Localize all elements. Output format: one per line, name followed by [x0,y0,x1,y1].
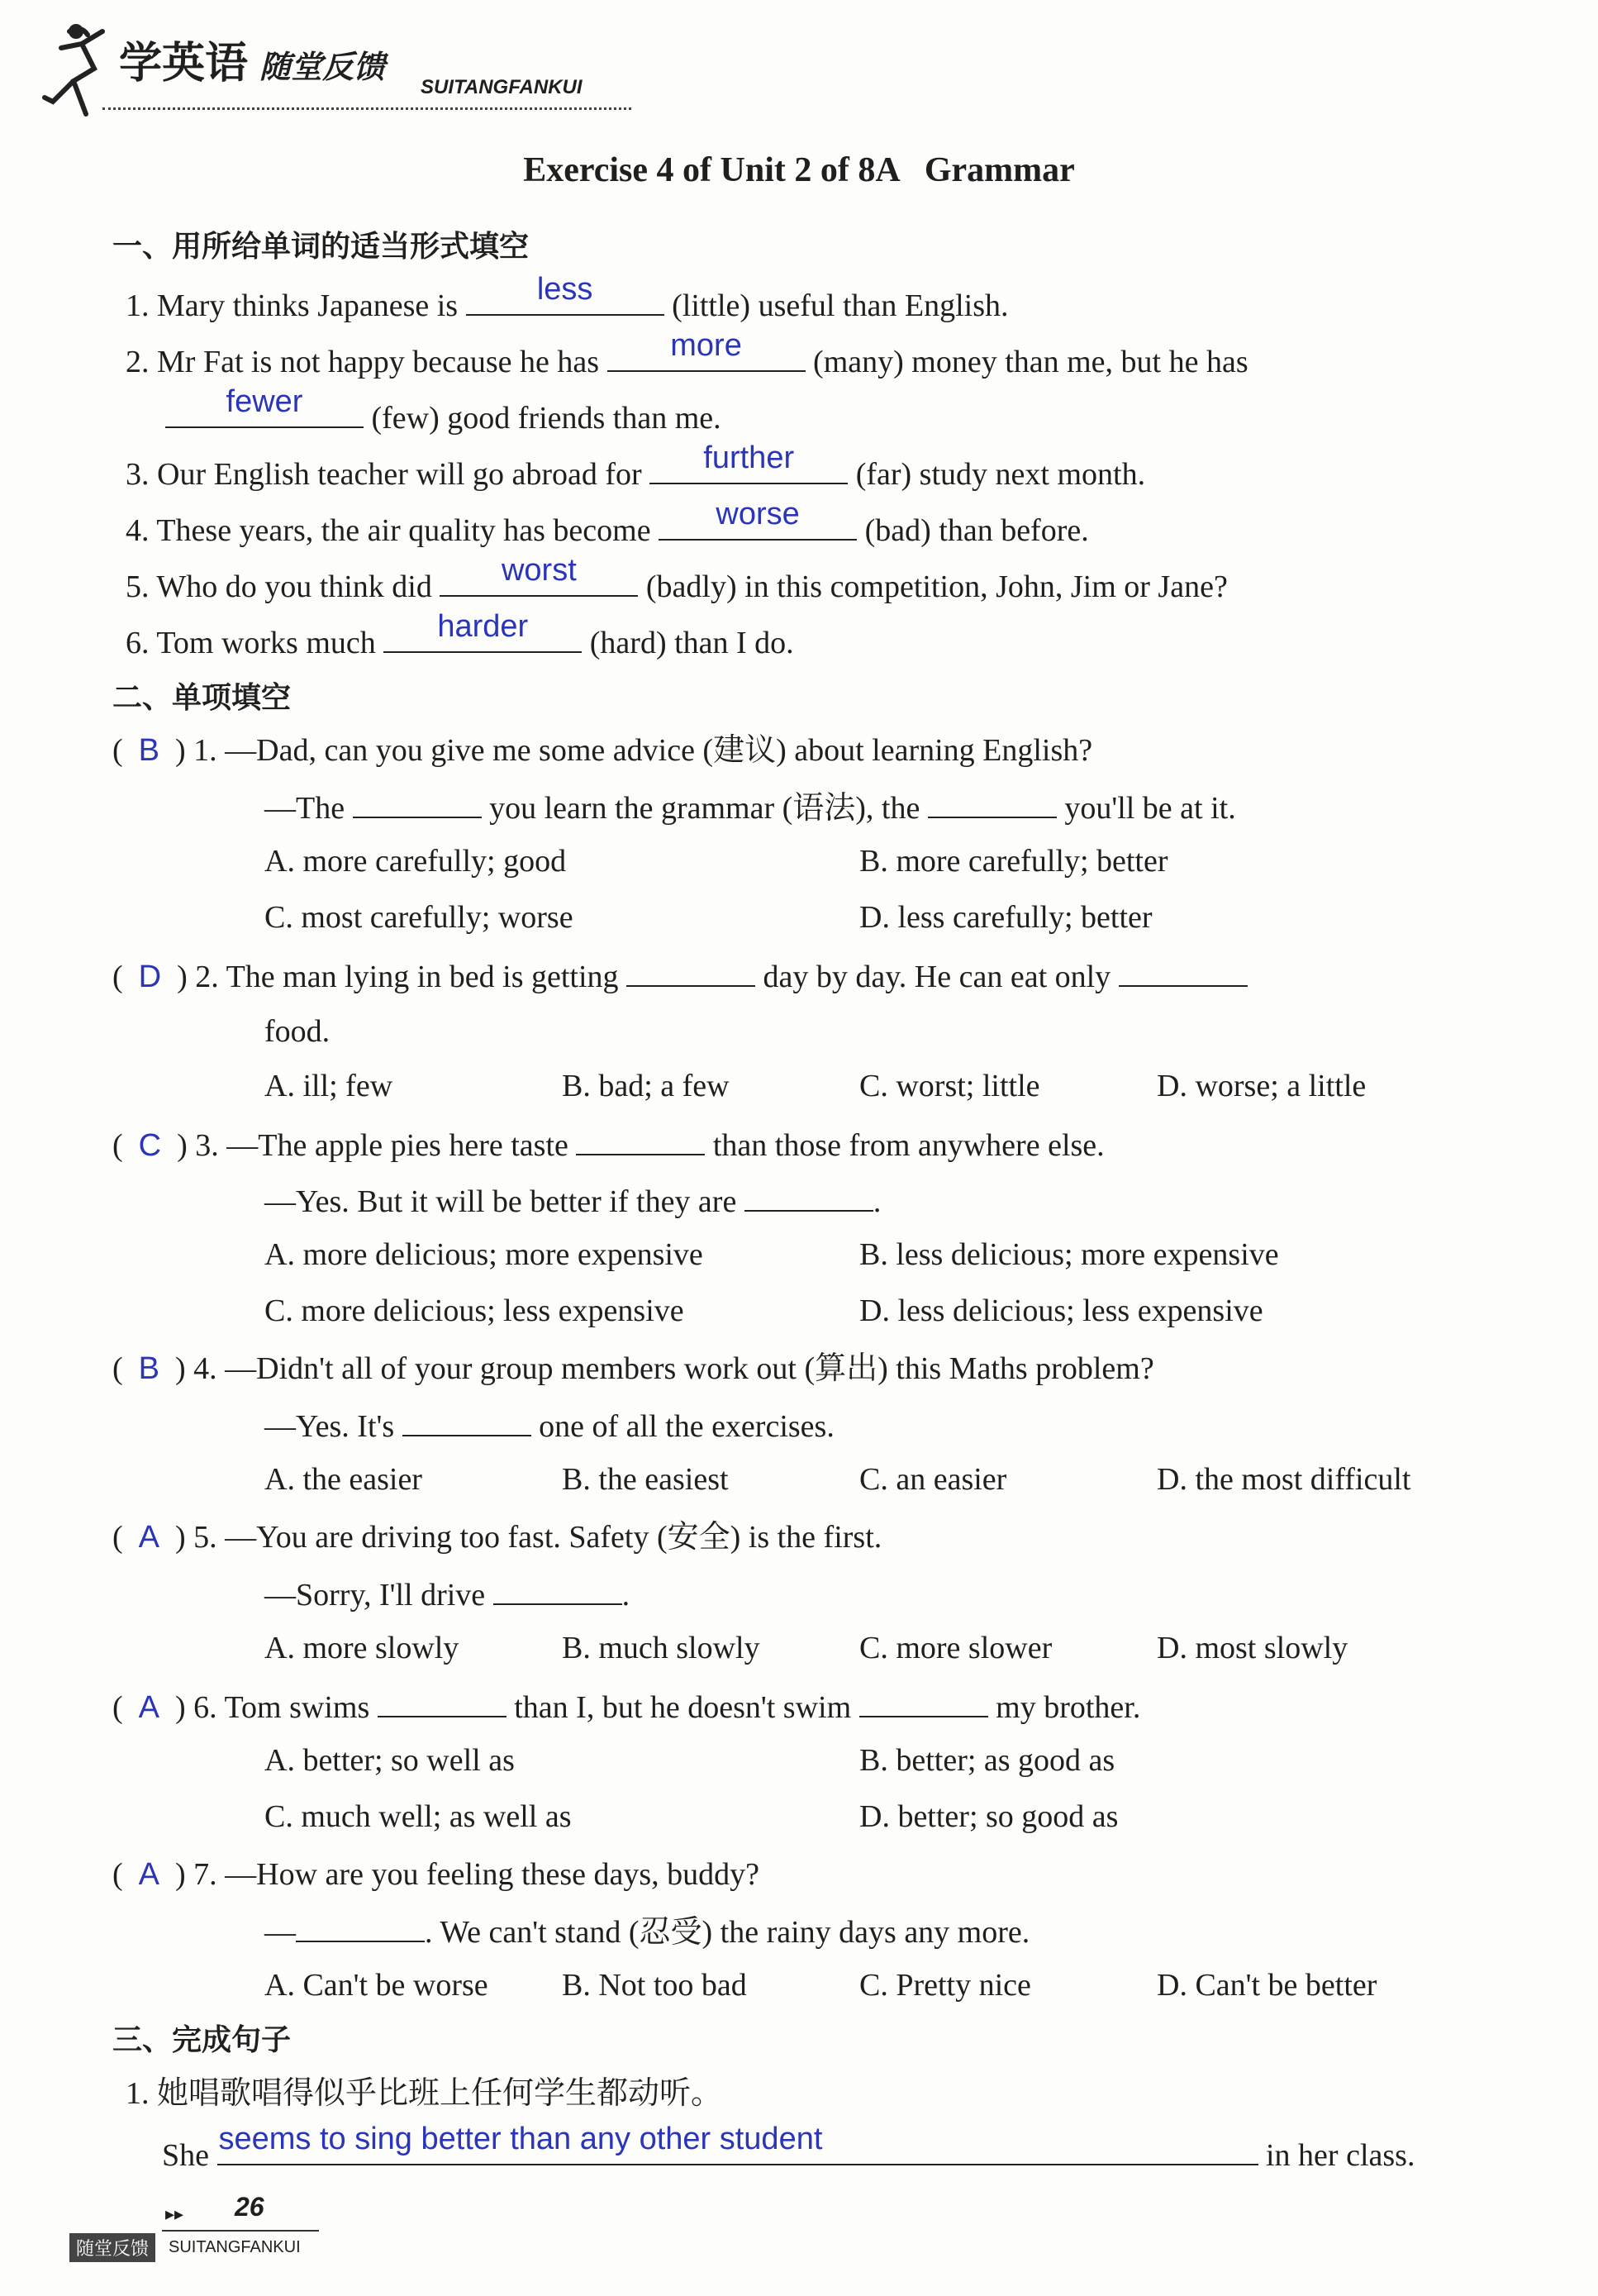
p1-item-6: 6. Tom works much harder (hard) than I do. [126,609,794,660]
mc-q5-option-d: D. most slowly [1157,1631,1348,1665]
mc-q3-option-c: C. more delicious; less expensive [264,1293,684,1328]
p1-item-2: 2. Mr Fat is not happy because he has more (many) money than me, but he has [126,328,1248,379]
answer-blank[interactable]: less [466,281,664,316]
mc-q7-option-c: C. Pretty nice [859,1968,1031,2003]
runner-icon [36,23,111,122]
p3-item-1-en: She seems to sing better than any other student in her class. [162,2122,1415,2173]
mc-q4-line2: —Yes. It's one of all the exercises. [264,1405,835,1446]
mc-q6-option-a: A. better; so well as [264,1743,515,1778]
footer-rule [162,2230,319,2232]
logo-title: 学英语 [119,39,249,88]
page-title: Exercise 4 of Unit 2 of 8A Grammar [523,151,1075,189]
mc-q3-option-a: A. more delicious; more expensive [264,1237,703,1272]
mc-q5: ( A ) 5. —You are driving too fast. Safety (安全) is the first. [112,1520,882,1555]
page-number: 26 [235,2192,264,2222]
mc-q4: ( B ) 4. —Didn't all of your group members work out (算出) this Maths problem? [112,1351,1154,1386]
mc-q2: ( D ) 2. The man lying in bed is getting day by day. He can eat only [112,955,1248,997]
footer-label-cn: 随堂反馈 [69,2233,155,2262]
answer-blank[interactable]: fewer [165,393,364,428]
part1-heading: 一、用所给单词的适当形式填空 [112,230,530,264]
mc-q4-option-d: D. the most difficult [1157,1462,1411,1497]
mc-q2-line2: food. [264,1014,331,1049]
mc-q7: ( A ) 7. —How are you feeling these days, buddy? [112,1857,760,1892]
mc-answer: B [138,1351,160,1386]
mc-q4-option-a: A. the easier [264,1462,422,1497]
mc-answer: B [138,733,160,768]
mc-q2-option-c: C. worst; little [859,1069,1040,1103]
mc-answer: A [138,1857,160,1892]
mc-answer: A [138,1690,160,1725]
p1-item-3: 3. Our English teacher will go abroad for further (far) study next month. [126,441,1146,492]
answer-blank[interactable]: worst [440,562,638,597]
mc-q6-option-d: D. better; so good as [859,1799,1119,1834]
mc-q3-option-b: B. less delicious; more expensive [859,1237,1279,1272]
answer-blank[interactable]: harder [383,618,582,653]
p1-item-2-cont: fewer (few) good friends than me. [165,393,721,438]
mc-q7-line2: — . We can't stand (忍受) the rainy days any more. [264,1911,1030,1952]
mc-q1-line2: —The you learn the grammar (语法), the you'll be at it. [264,787,1236,828]
mc-q1-option-b: B. more carefully; better [859,844,1168,879]
logo-dotted-line [102,107,631,110]
mc-q1: ( B ) 1. —Dad, can you give me some advice (建议) about learning English? [112,733,1093,768]
mc-q6: ( A ) 6. Tom swims than I, but he doesn't swim my brother. [112,1686,1140,1727]
p3-item-1-cn: 1. 她唱歌唱得似乎比班上任何学生都动听。 [126,2074,723,2111]
mc-answer: A [138,1520,160,1555]
mc-q1-option-c: C. most carefully; worse [264,900,573,935]
mc-q5-option-c: C. more slower [859,1631,1053,1665]
mc-q7-option-d: D. Can't be better [1157,1968,1377,2003]
part3-heading: 三、完成句子 [112,2023,292,2057]
answer-blank[interactable]: seems to sing better than any other student [217,2131,1258,2165]
mc-q1-option-d: D. less carefully; better [859,900,1153,935]
mc-q4-option-c: C. an easier [859,1462,1007,1497]
answer-blank[interactable]: worse [659,506,857,541]
answer-blank[interactable]: further [649,450,848,484]
footer-label-en: SUITANGFANKUI [169,2238,301,2256]
mc-q2-option-d: D. worse; a little [1157,1069,1367,1103]
mc-q3-option-d: D. less delicious; less expensive [859,1293,1263,1328]
mc-q4-option-b: B. the easiest [562,1462,729,1497]
mc-q5-line2: —Sorry, I'll drive . [264,1574,630,1615]
mc-q6-option-b: B. better; as good as [859,1743,1115,1778]
mc-q3: ( C ) 3. —The apple pies here taste than those from anywhere else. [112,1124,1105,1165]
mc-q1-option-a: A. more carefully; good [264,844,567,879]
mc-q5-option-b: B. much slowly [562,1631,760,1665]
mc-q3-line2: —Yes. But it will be better if they are . [264,1180,881,1222]
p1-item-5: 5. Who do you think did worst (badly) in this competition, John, Jim or Jane? [126,553,1228,604]
mc-q7-option-b: B. Not too bad [562,1968,747,2003]
footer-arrows: ▸▸ [165,2203,184,2224]
mc-q5-option-a: A. more slowly [264,1631,459,1665]
mc-answer: D [138,960,162,994]
logo-en: SUITANGFANKUI [421,76,583,98]
p1-item-4: 4. These years, the air quality has become worse (bad) than before. [126,497,1089,548]
logo-subtitle: 随堂反馈 [259,49,386,85]
part2-heading: 二、单项填空 [112,681,292,715]
p1-item-1: 1. Mary thinks Japanese is less (little) useful than English. [126,272,1009,323]
header-logo [36,17,631,124]
mc-q2-option-a: A. ill; few [264,1069,393,1103]
mc-answer: C [138,1128,162,1163]
mc-q6-option-c: C. much well; as well as [264,1799,572,1834]
mc-q7-option-a: A. Can't be worse [264,1968,488,2003]
answer-blank[interactable]: more [607,337,806,372]
mc-q2-option-b: B. bad; a few [562,1069,730,1103]
